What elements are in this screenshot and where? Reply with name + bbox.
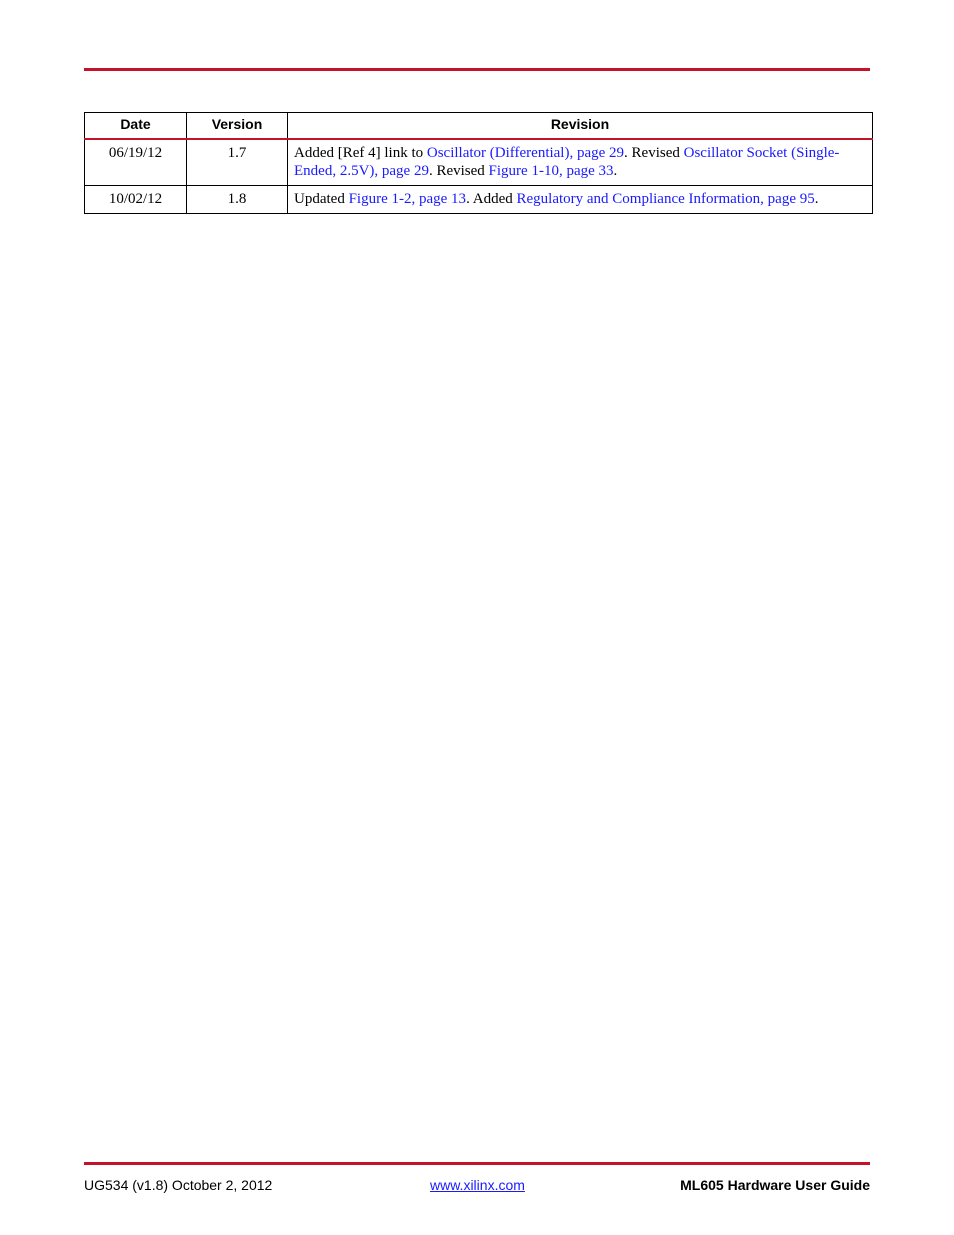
revision-text: Added [Ref 4] link to — [294, 144, 427, 161]
row-revision — [288, 139, 873, 186]
footer-doc-id: UG534 (v1.8) October 2, 2012 — [84, 1177, 273, 1193]
table-header-row — [85, 113, 873, 139]
row-date: 10/02/12 — [85, 185, 187, 213]
link-figure-1-2[interactable]: Figure 1-2, page 13 — [348, 190, 467, 207]
row-date: 06/19/12 — [85, 139, 187, 186]
link-figure-1-10[interactable]: Figure 1-10, page 33 — [488, 162, 614, 179]
table-row — [85, 185, 873, 213]
revision-text: Updated — [294, 190, 349, 207]
revision-text: . — [613, 162, 618, 179]
column-header-date: Date — [85, 113, 187, 139]
footer-guide-title: ML605 Hardware User Guide — [680, 1177, 870, 1193]
revision-text: . Revised — [428, 162, 489, 179]
row-version: 1.7 — [187, 139, 288, 186]
link-regulatory-compliance[interactable]: Regulatory and Compliance Information, page 95 — [516, 190, 815, 207]
table-row — [85, 139, 873, 186]
header-rule — [84, 68, 870, 71]
revision-text: . Added — [466, 190, 517, 207]
link-oscillator-differential[interactable]: Oscillator (Differential), page 29 — [426, 144, 625, 161]
link-oscillator-socket[interactable]: Oscillator Socket (Single-Ended, 2.5V), page 29 — [294, 144, 840, 179]
footer-website-link[interactable]: www.xilinx.com — [430, 1177, 525, 1193]
revision-text: . — [814, 190, 819, 207]
row-revision — [288, 185, 873, 213]
revision-history-table — [84, 112, 873, 214]
footer-rule — [84, 1162, 870, 1165]
revision-text: . Revised — [624, 144, 684, 161]
column-header-version: Version — [187, 113, 288, 139]
row-version: 1.8 — [187, 185, 288, 213]
column-header-revision: Revision — [288, 113, 873, 139]
